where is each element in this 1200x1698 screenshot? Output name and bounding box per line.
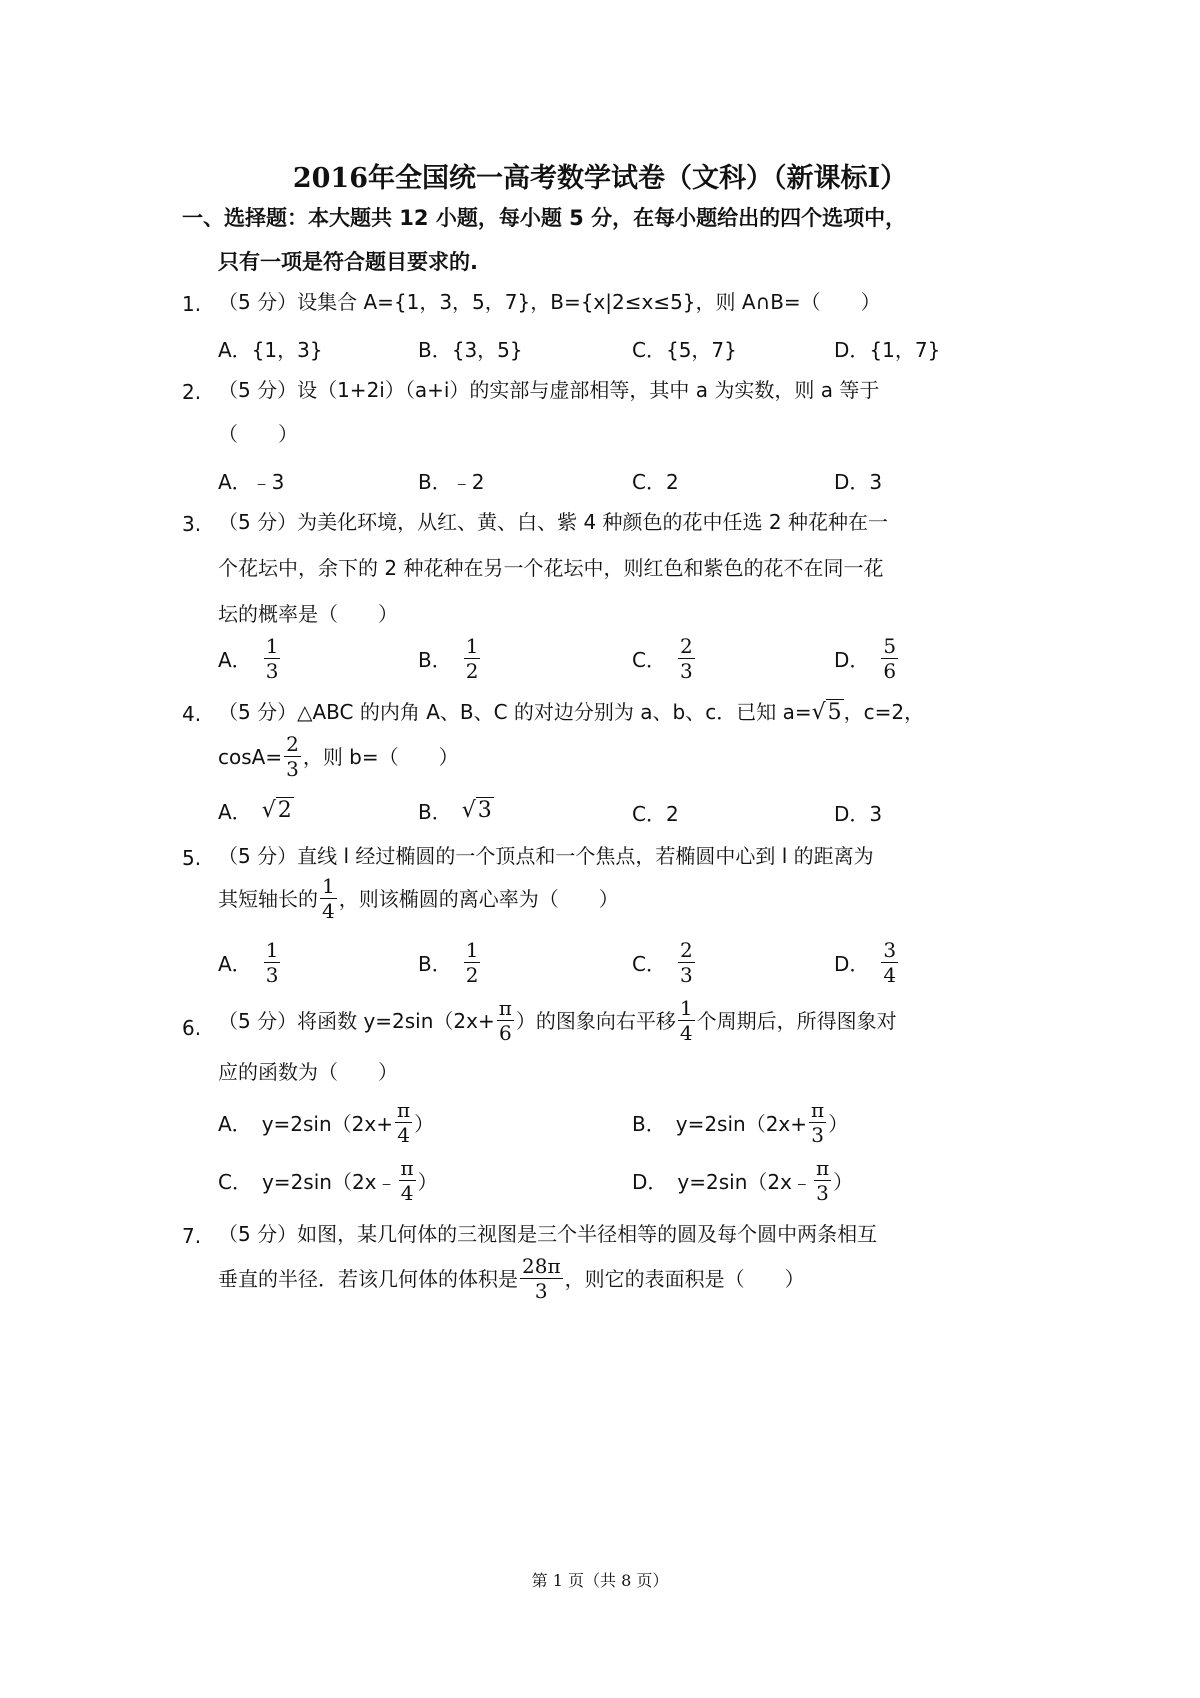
q5-text-line1: （5 分）直线 l 经过椭圆的一个顶点和一个焦点，若椭圆中心到 l 的距离为 [218, 844, 874, 868]
q2-number: 2. [182, 380, 202, 404]
q5-option-a-fraction: $\frac{1}{3}$ [265, 938, 279, 987]
q4-option-d: D．3 [834, 802, 883, 826]
q5-option-c: C． $\frac{2}{3}$ [632, 938, 693, 987]
q3-text-line2: 个花坛中，余下的 2 种花种在另一个花坛中，则红色和紫色的花不在同一花 [218, 556, 884, 580]
page-footer: 第 1 页（共 8 页） [531, 1571, 669, 1590]
q1-option-b: B．{3，5} [418, 338, 523, 362]
q2-option-d: D．3 [834, 470, 883, 494]
q1-option-a: A．{1，3} [218, 338, 323, 362]
q1-option-d: D．{1，7} [834, 338, 941, 362]
q3-option-b [418, 636, 482, 681]
q5-option-b: B． $\frac{1}{2}$ [418, 938, 479, 987]
q4-option-a-sqrt: √2 [261, 798, 292, 823]
q3-text-line3: 坛的概率是（ ） [218, 602, 398, 626]
q3-option-b-label: B． [418, 648, 452, 672]
q3-option-d [834, 636, 900, 681]
q6-period-fraction: $\frac{1}{4}$ [679, 996, 693, 1045]
q2-text-line1: （5 分）设（1+2i）（a+i）的实部与虚部相等，其中 a 为实数，则 a 等于 [218, 378, 880, 402]
q6-option-d-fraction: $\frac{\pi}{3}$ [815, 1156, 830, 1205]
section-heading-line2: 只有一项是符合题目要求的. [218, 250, 478, 274]
q3-option-a-label: A． [218, 648, 252, 672]
q6-option-b-fraction: $\frac{\pi}{3}$ [811, 1098, 825, 1147]
q3-option-d-fraction: $\frac{5}{6}$ [883, 634, 897, 683]
q5-option-d: D． $\frac{3}{4}$ [834, 938, 897, 987]
q3-option-c [632, 636, 697, 681]
q5-fraction: $\frac{1}{4}$ [322, 874, 335, 923]
section-heading-line1: 一、选择题：本大题共 12 小题，每小题 5 分，在每小题给出的四个选项中， [182, 206, 907, 230]
q4-option-b-sqrt: √3 [461, 798, 492, 823]
q3-option-d-label: D． [834, 648, 870, 672]
q6-option-c: C． y=2sin（2x﹣ $\frac{\pi}{4}$ ） [218, 1156, 438, 1205]
q5-option-a: A． $\frac{1}{3}$ [218, 938, 279, 987]
q2-text-line2: （ ） [218, 422, 298, 446]
q3-option-c-fraction: $\frac{2}{3}$ [679, 634, 693, 683]
q6-pi-fraction: $\frac{\pi}{6}$ [498, 996, 512, 1045]
q2-option-b: B．﹣2 [418, 470, 485, 494]
q4-option-c: C．2 [632, 802, 679, 826]
q3-option-c-label: C． [632, 648, 666, 672]
q6-option-a-fraction: $\frac{\pi}{4}$ [396, 1098, 411, 1147]
q4-option-a: A． √2 [218, 798, 292, 824]
q4-option-b: B． √3 [418, 798, 492, 824]
q6-option-a: A． y=2sin（2x+ $\frac{\pi}{4}$ ） [218, 1098, 435, 1147]
page-title: 2016年全国统一高考数学试卷（文科）（新课标Ⅰ） [292, 163, 908, 194]
q5-option-d-fraction: $\frac{3}{4}$ [883, 938, 897, 987]
q4-text-line1: （5 分）△ABC 的内角 A、B、C 的对边分别为 a、b、c．已知 a=√5 ，c=2， [218, 700, 925, 725]
q6-option-b: B． y=2sin（2x+ $\frac{\pi}{3}$ ） [632, 1098, 849, 1147]
q5-option-c-fraction: $\frac{2}{3}$ [679, 938, 693, 987]
q4-sqrt: √5 [811, 700, 842, 725]
q3-number: 3. [182, 512, 202, 536]
q5-number: 5. [182, 846, 202, 870]
q5-option-b-fraction: $\frac{1}{2}$ [465, 938, 479, 987]
q3-option-a-fraction: $\frac{1}{3}$ [265, 634, 279, 683]
q6-number: 6. [182, 1016, 202, 1040]
q4-cos-fraction: $\frac{2}{3}$ [286, 732, 299, 781]
q6-option-d: D． y=2sin（2x﹣ $\frac{\pi}{3}$ ） [632, 1156, 854, 1205]
q1-number: 1. [182, 292, 202, 316]
q6-text-line2: 应的函数为（ ） [218, 1060, 398, 1084]
q1-option-c: C．{5，7} [632, 338, 737, 362]
q1-text: （5 分）设集合 A={1，3，5，7}，B={x|2≤x≤5}，则 A∩B=（ ） [218, 290, 881, 314]
q3-option-b-fraction: $\frac{1}{2}$ [465, 634, 479, 683]
q7-number: 7. [182, 1224, 202, 1248]
q3-option-a [218, 636, 282, 681]
q7-text-line1: （5 分）如图，某几何体的三视图是三个半径相等的圆及每个圆中两条相互 [218, 1222, 878, 1246]
q2-option-c: C．2 [632, 470, 679, 494]
q7-text-line2: 垂直的半径．若该几何体的体积是 $\frac{28\pi}{3}$ ，则它的表面积是（ ） [218, 1254, 805, 1303]
q4-number: 4. [182, 702, 202, 726]
q3-text-line1: （5 分）为美化环境，从红、黄、白、紫 4 种颜色的花中任选 2 种花种在一 [218, 510, 888, 534]
q6-text-line1: （5 分）将函数 y=2sin（2x+ $\frac{\pi}{6}$ ）的图象向右平移 $\frac{1}{4}$ 个周期后，所得图象对 [218, 996, 897, 1045]
q5-text-line2: 其短轴长的 $\frac{1}{4}$ ，则该椭圆的离心率为（ ） [218, 874, 619, 923]
q7-volume-fraction: $\frac{28\pi}{3}$ [522, 1254, 561, 1303]
q4-text-line2: cosA= $\frac{2}{3}$ ，则 b=（ ） [218, 732, 459, 781]
q6-option-c-fraction: $\frac{\pi}{4}$ [400, 1156, 414, 1205]
q2-option-a: A．﹣3 [218, 470, 285, 494]
